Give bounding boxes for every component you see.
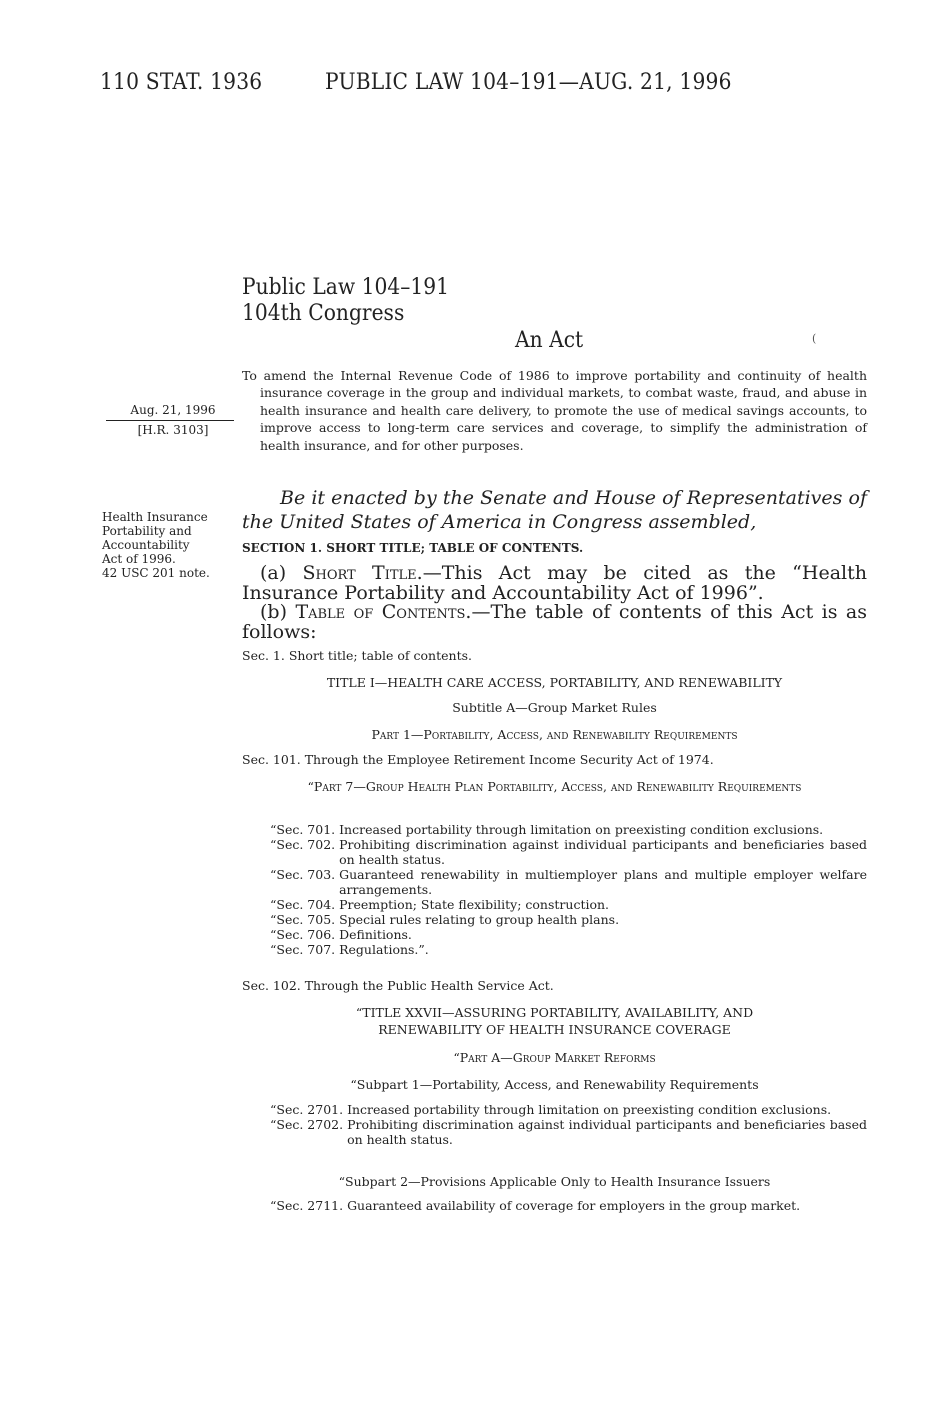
- toc-entry: [270, 897, 867, 912]
- toc-sec-num: “Sec. 705.: [270, 912, 340, 927]
- toc-entry: [242, 752, 867, 767]
- toc-sec-text: Preemption; State flexibility; construction.: [339, 897, 610, 912]
- paragraph-label: (a): [260, 562, 303, 584]
- paragraph-text: —The table of contents of this Act is as follows:: [242, 601, 867, 643]
- margin-note-line: 42 USC 201 note.: [102, 566, 210, 580]
- paragraph-label: (b): [260, 601, 296, 623]
- toc-sec-text: Increased portability through limitation on preexisting condition exclusions.: [347, 1102, 832, 1117]
- toc-sec-num: “Sec. 707.: [270, 942, 340, 957]
- toc-part-7-sections: [242, 822, 867, 957]
- margin-note-line: Accountability: [102, 538, 190, 552]
- paragraph-caption: Table of Contents.: [295, 601, 472, 623]
- toc-sec-num: “Sec. 704.: [270, 897, 340, 912]
- short-title-paragraph: [242, 563, 867, 603]
- toc-entry: [270, 822, 867, 837]
- toc-sec-num: “Sec. 703.: [270, 867, 340, 882]
- toc-sec-text: Increased portability through limitation on preexisting condition exclusions.: [339, 822, 824, 837]
- section-1-heading: SECTION 1. SHORT TITLE; TABLE OF CONTENTS.: [242, 541, 584, 555]
- paragraph-text: —This Act may be cited as the “Health Insurance Portability and Accountability Act of 1996”.: [242, 562, 867, 604]
- toc-sec-text: Special rules relating to group health plans.: [339, 912, 620, 927]
- toc-entry: [270, 1117, 867, 1147]
- toc-entry: [270, 867, 867, 897]
- margin-rule: [106, 420, 234, 421]
- enactment-date: Aug. 21, 1996: [130, 403, 216, 417]
- public-law-number: Public Law 104–191: [242, 275, 449, 300]
- toc-subpart-1-sections: [242, 1102, 867, 1147]
- toc-subpart-1: “Subpart 1—Portability, Access, and Renewability Requirements: [350, 1077, 759, 1092]
- toc-part-a: “Part A—Group Market Reforms: [453, 1050, 656, 1065]
- bill-number: [H.R. 3103]: [137, 423, 209, 437]
- margin-note-line: Act of 1996.: [102, 552, 176, 566]
- toc-entry: [270, 927, 867, 942]
- toc-subpart-2: “Subpart 2—Provisions Applicable Only to Health Insurance Issuers: [338, 1174, 771, 1189]
- toc-sec-text: Guaranteed renewability in multiemployer plans and multiple employer welfare arrangements.: [339, 867, 867, 897]
- toc-sec-text: Prohibiting discrimination against individual participants and beneficiaries based on health status.: [339, 837, 867, 867]
- toc-sec-text: Regulations.”.: [339, 942, 429, 957]
- running-head-stat: 110 STAT. 1936: [100, 70, 263, 95]
- toc-sec-num: “Sec. 702.: [270, 837, 340, 852]
- toc-sec-num: “Sec. 701.: [270, 822, 340, 837]
- paragraph-caption: Short Title.: [302, 562, 423, 584]
- toc-sec-text: Definitions.: [339, 927, 412, 942]
- toc-entry: [270, 912, 867, 927]
- table-of-contents-paragraph: [242, 602, 867, 642]
- law-title-block: [242, 275, 449, 327]
- toc-sec-text: Short title; table of contents.: [288, 648, 472, 663]
- congress-number: 104th Congress: [242, 301, 405, 326]
- running-head-law: PUBLIC LAW 104–191—AUG. 21, 1996: [325, 70, 732, 95]
- toc-entry: [270, 1102, 867, 1117]
- toc-entry: [270, 837, 867, 867]
- act-heading: An Act: [515, 328, 584, 353]
- toc-sec-num: “Sec. 2702.: [270, 1117, 348, 1132]
- toc-title-27: “TITLE XXVII—ASSURING PORTABILITY, AVAILABILITY, AND RENEWABILITY OF HEALTH INSURANCE COVERAGE: [355, 1005, 754, 1037]
- toc-entry: [270, 942, 867, 957]
- toc-sec-num: “Sec. 2701.: [270, 1102, 348, 1117]
- scan-mark: (: [812, 332, 817, 345]
- toc-subtitle-a: Subtitle A—Group Market Rules: [452, 700, 657, 715]
- toc-sec-num: “Sec. 706.: [270, 927, 340, 942]
- toc-sec-text: Through the Employee Retirement Income Security Act of 1974.: [304, 752, 714, 767]
- toc-subpart-2-sections: [242, 1198, 867, 1213]
- toc-sec-num: “Sec. 2711.: [270, 1198, 348, 1213]
- toc-part-7: “Part 7—Group Health Plan Portability, Access, and Renewability Requirements: [307, 779, 802, 794]
- toc-sec-text: Guaranteed availability of coverage for employers in the group market.: [347, 1198, 801, 1213]
- toc-entry: [242, 648, 867, 663]
- margin-note-short-title: [102, 510, 232, 580]
- toc-sec-num: Sec. 101.: [242, 752, 305, 767]
- toc-part-1: Part 1—Portability, Access, and Renewability Requirements: [371, 727, 738, 742]
- toc-entry: [242, 978, 867, 993]
- toc-entry: [270, 1198, 867, 1213]
- toc-sec-num: Sec. 102.: [242, 978, 305, 993]
- margin-note-line: Health Insurance: [102, 510, 208, 524]
- toc-sec-text: Through the Public Health Service Act.: [304, 978, 554, 993]
- enacting-clause: Be it enacted by the Senate and House of Representatives of the United States of America in Congress assembled,: [242, 487, 867, 533]
- toc-sec-num: Sec. 1.: [242, 648, 289, 663]
- margin-date-block: [98, 402, 248, 439]
- act-purpose: To amend the Internal Revenue Code of 1986 to improve portability and continuity of health insurance coverage in the group and individual markets, to combat waste, fraud, and abuse in health insurance and health care delivery, to promote the use of medical savings accounts, to improve access to long-term care services and coverage, to simplify the administration of health insurance, and for other purposes.: [242, 368, 867, 453]
- toc-sec-text: Prohibiting discrimination against individual participants and beneficiaries based on health status.: [347, 1117, 867, 1147]
- toc-title-1: TITLE I—HEALTH CARE ACCESS, PORTABILITY, AND RENEWABILITY: [326, 675, 783, 690]
- margin-note-line: Portability and: [102, 524, 192, 538]
